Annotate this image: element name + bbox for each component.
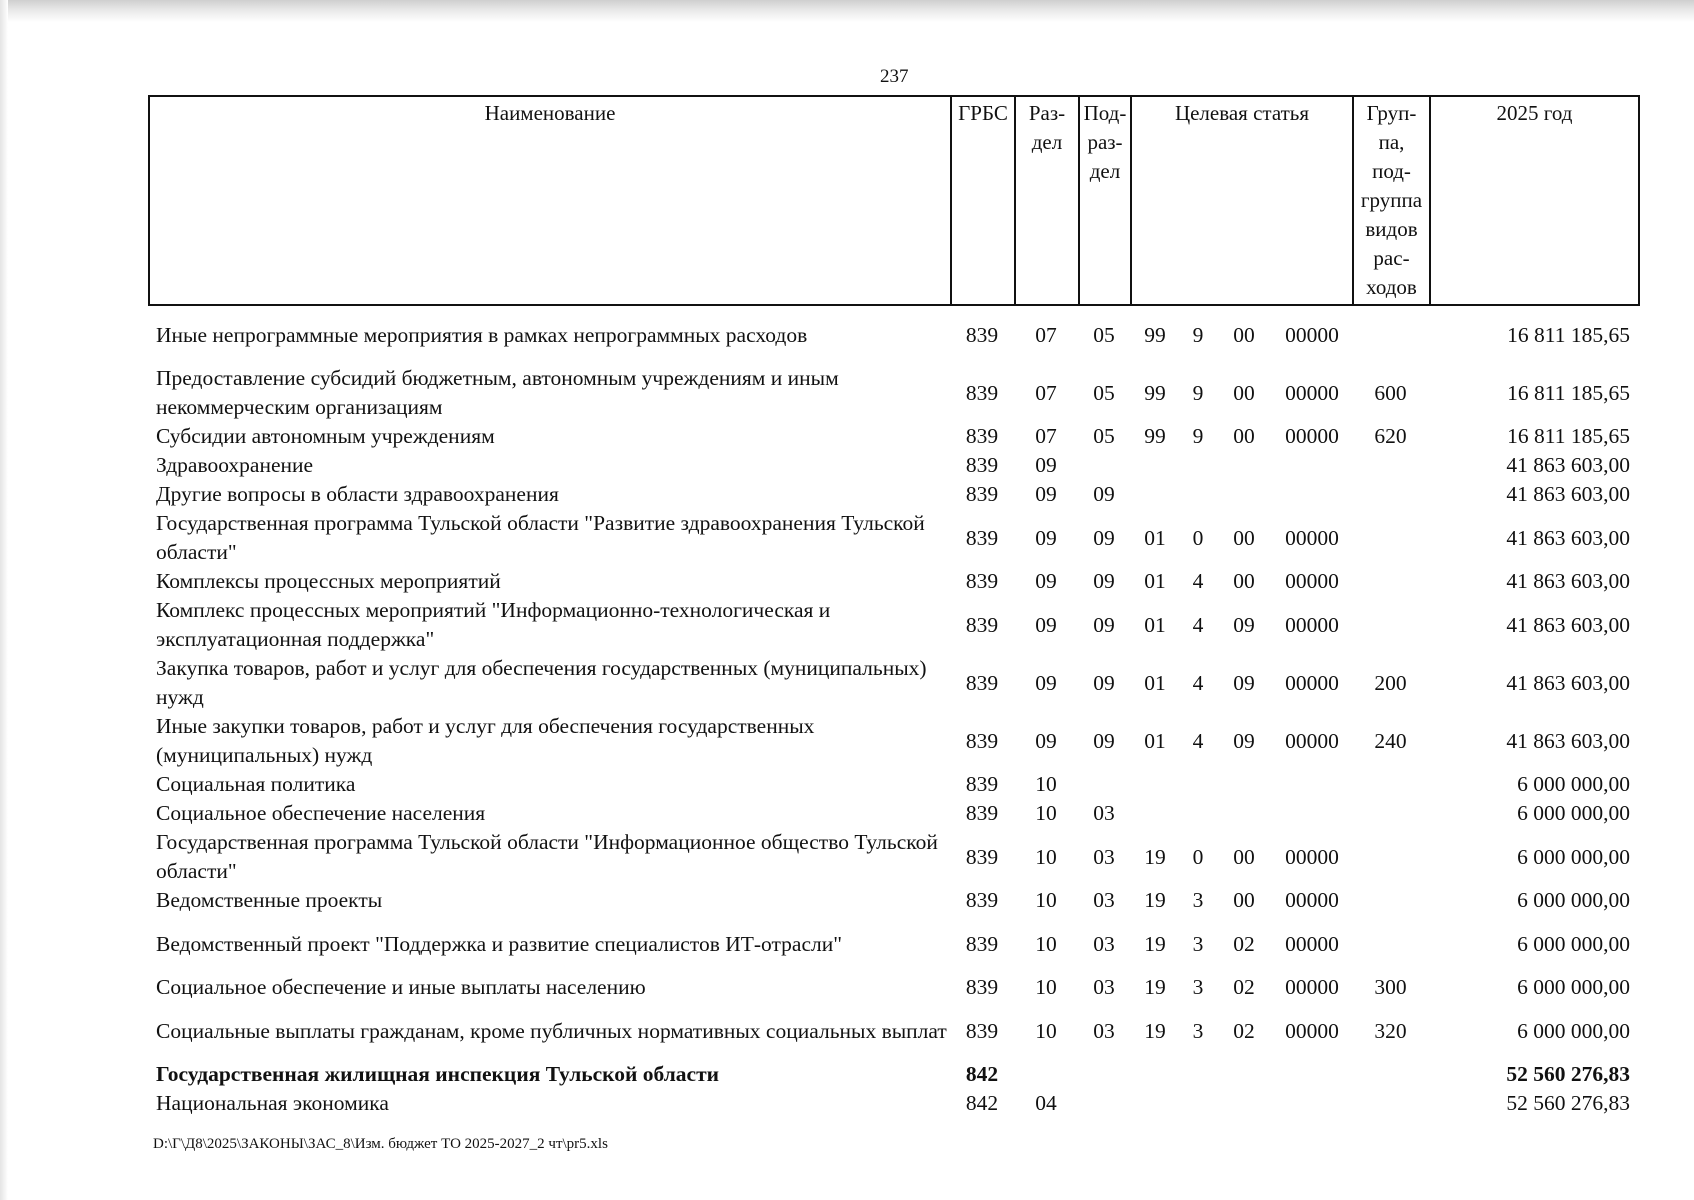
- row-expense-group: 240: [1374, 728, 1407, 753]
- row-target-program: 19: [1144, 888, 1166, 912]
- row-razdel: 04: [1035, 1091, 1057, 1115]
- row-target-direction: 00000: [1285, 380, 1339, 405]
- row-target-element: [1216, 1060, 1272, 1089]
- row-podrazdel: 03: [1093, 844, 1115, 869]
- row-name: Государственная программа Тульской области "Информационное общество Тульской области": [156, 830, 938, 883]
- row-target-element: [1216, 770, 1272, 799]
- table-row: [148, 712, 1638, 770]
- row-target-element: 02: [1233, 975, 1255, 999]
- row-target-program: [1130, 451, 1180, 480]
- row-amount: 6 000 000,00: [1517, 801, 1630, 825]
- row-target-element: [1216, 1089, 1272, 1118]
- row-target-direction: 00000: [1285, 728, 1339, 753]
- row-amount: 41 863 603,00: [1506, 670, 1630, 695]
- row-amount: 41 863 603,00: [1506, 569, 1630, 593]
- row-target-direction: [1272, 1089, 1352, 1118]
- row-target-direction: [1272, 480, 1352, 509]
- row-razdel: 09: [1035, 569, 1057, 593]
- row-target-element: [1216, 480, 1272, 509]
- row-grbs: 839: [965, 1018, 999, 1043]
- row-target-element: 00: [1233, 569, 1255, 593]
- row-target-element: 00: [1233, 844, 1255, 869]
- row-name: Предоставление субсидий бюджетным, автономным учреждениям и иным некоммерческим организациям: [156, 366, 839, 419]
- file-path-footer: D:\Г\Д8\2025\ЗАКОНЫ\ЗАС_8\Изм. бюджет ТО 2025-2027_2 чт\pr5.xls: [153, 1136, 608, 1152]
- row-target-type: [1180, 451, 1216, 480]
- row-name: Субсидии автономным учреждениям: [156, 424, 495, 448]
- row-target-program: 01: [1144, 612, 1166, 637]
- row-podrazdel: [1078, 1060, 1130, 1089]
- row-razdel: 10: [1035, 888, 1057, 912]
- table-row: [148, 1002, 1638, 1060]
- row-target-direction: [1272, 799, 1352, 828]
- row-expense-group: [1352, 596, 1429, 654]
- row-expense-group: [1352, 509, 1429, 567]
- row-podrazdel: 09: [1093, 728, 1115, 753]
- row-amount: 6 000 000,00: [1517, 772, 1630, 796]
- row-name: Государственная программа Тульской области "Развитие здравоохранения Тульской области": [156, 511, 925, 564]
- row-grbs: 839: [965, 482, 999, 506]
- table-row: [148, 973, 1638, 1002]
- row-razdel: 07: [1035, 322, 1057, 347]
- row-name: Социальное обеспечение и иные выплаты населению: [156, 975, 646, 999]
- row-amount: 41 863 603,00: [1506, 612, 1630, 637]
- row-target-direction: 00000: [1285, 931, 1339, 956]
- row-amount: 16 811 185,65: [1507, 322, 1630, 347]
- row-target-program: 01: [1144, 569, 1166, 593]
- row-razdel: 10: [1035, 1018, 1057, 1043]
- row-amount: 41 863 603,00: [1506, 482, 1630, 506]
- table-row: [148, 567, 1638, 596]
- row-target-type: 3: [1192, 888, 1204, 912]
- row-expense-group: [1352, 306, 1429, 364]
- row-target-program: [1130, 480, 1180, 509]
- row-razdel: [1014, 1060, 1078, 1089]
- row-target-direction: [1272, 1060, 1352, 1089]
- row-target-program: 99: [1144, 322, 1166, 347]
- row-expense-group: 320: [1374, 1018, 1407, 1043]
- row-target-type: 3: [1192, 975, 1204, 999]
- row-grbs: 839: [965, 569, 999, 593]
- row-amount: 6 000 000,00: [1517, 1018, 1630, 1043]
- row-podrazdel: 09: [1093, 482, 1115, 506]
- header-podrazdel: Под- раз- дел: [1079, 96, 1131, 305]
- row-name: Другие вопросы в области здравоохранения: [156, 482, 559, 506]
- row-name: Ведомственный проект "Поддержка и развитие специалистов ИТ-отрасли": [156, 931, 843, 956]
- row-target-element: 00: [1233, 525, 1255, 550]
- row-amount: 16 811 185,65: [1507, 424, 1630, 448]
- row-grbs: 839: [965, 453, 999, 477]
- row-target-element: 00: [1233, 380, 1255, 405]
- row-target-type: 9: [1192, 380, 1204, 405]
- row-amount: 41 863 603,00: [1506, 525, 1630, 550]
- row-target-type: [1180, 1089, 1216, 1118]
- row-target-program: 19: [1144, 975, 1166, 999]
- row-target-element: 02: [1233, 931, 1255, 956]
- row-name: Социальное обеспечение населения: [156, 801, 486, 825]
- row-target-direction: 00000: [1285, 844, 1339, 869]
- table-row: [148, 828, 1638, 886]
- table-row: [148, 799, 1638, 828]
- row-podrazdel: 03: [1093, 1018, 1115, 1043]
- table-row: [148, 770, 1638, 799]
- row-target-program: [1130, 799, 1180, 828]
- row-podrazdel: 03: [1093, 801, 1115, 825]
- row-target-program: [1130, 770, 1180, 799]
- row-expense-group: 620: [1374, 424, 1407, 448]
- budget-table: [148, 306, 1638, 1118]
- table-row: [148, 509, 1638, 567]
- row-target-program: 99: [1144, 424, 1166, 448]
- row-target-direction: 00000: [1285, 569, 1339, 593]
- row-name: Комплекс процессных мероприятий "Информационно-технологическая и эксплуатационная поддержка": [156, 598, 831, 651]
- row-target-direction: 00000: [1285, 612, 1339, 637]
- row-grbs: 839: [965, 380, 999, 405]
- row-razdel: 09: [1035, 670, 1057, 695]
- row-podrazdel: 05: [1093, 380, 1115, 405]
- row-razdel: 10: [1035, 772, 1057, 796]
- table-row: [148, 480, 1638, 509]
- row-razdel: 10: [1035, 844, 1057, 869]
- budget-rows: [148, 306, 1638, 1118]
- row-target-type: 3: [1192, 931, 1204, 956]
- row-razdel: 07: [1035, 424, 1057, 448]
- row-target-direction: 00000: [1285, 322, 1339, 347]
- row-amount: 52 560 276,83: [1506, 1062, 1630, 1086]
- row-grbs: 842: [965, 1091, 999, 1115]
- row-name: Социальная политика: [156, 772, 356, 796]
- row-podrazdel: [1078, 451, 1130, 480]
- row-grbs: 839: [965, 975, 999, 999]
- row-amount: 6 000 000,00: [1517, 931, 1630, 956]
- row-grbs: 839: [965, 322, 999, 347]
- table-row: [148, 306, 1638, 364]
- row-expense-group: [1352, 567, 1429, 596]
- row-expense-group: [1352, 886, 1429, 915]
- row-expense-group: [1352, 828, 1429, 886]
- row-name: Ведомственные проекты: [156, 888, 383, 912]
- row-podrazdel: 09: [1093, 612, 1115, 637]
- table-row: [148, 654, 1638, 712]
- row-grbs: 839: [965, 844, 999, 869]
- row-grbs: 839: [965, 772, 999, 796]
- row-target-program: [1130, 1089, 1180, 1118]
- row-target-direction: 00000: [1285, 670, 1339, 695]
- row-podrazdel: 03: [1093, 975, 1115, 999]
- row-target-element: [1216, 451, 1272, 480]
- header-name: Наименование: [149, 96, 951, 305]
- row-razdel: 09: [1035, 453, 1057, 477]
- row-target-direction: 00000: [1285, 525, 1339, 550]
- header-year: 2025 год: [1430, 96, 1639, 305]
- header-razdel: Раз- дел: [1015, 96, 1079, 305]
- row-podrazdel: 09: [1093, 525, 1115, 550]
- row-razdel: 09: [1035, 482, 1057, 506]
- row-amount: 41 863 603,00: [1506, 728, 1630, 753]
- column-header-table: [148, 95, 1640, 306]
- row-razdel: 09: [1035, 612, 1057, 637]
- header-grbs: ГРБС: [951, 96, 1015, 305]
- row-target-program: 01: [1144, 525, 1166, 550]
- row-grbs: 839: [965, 424, 999, 448]
- row-target-element: 09: [1233, 670, 1255, 695]
- row-razdel: 10: [1035, 801, 1057, 825]
- row-amount: 41 863 603,00: [1506, 453, 1630, 477]
- row-target-program: [1130, 1060, 1180, 1089]
- row-target-type: 0: [1192, 844, 1204, 869]
- scan-edge-top: [0, 0, 1694, 22]
- row-target-direction: [1272, 451, 1352, 480]
- row-target-element: 00: [1233, 888, 1255, 912]
- table-row: [148, 1060, 1638, 1089]
- row-target-element: 09: [1233, 728, 1255, 753]
- row-target-type: [1180, 799, 1216, 828]
- row-target-type: 0: [1192, 525, 1204, 550]
- row-grbs: 842: [965, 1062, 999, 1086]
- row-podrazdel: 03: [1093, 888, 1115, 912]
- row-expense-group: [1352, 451, 1429, 480]
- table-row: [148, 886, 1638, 915]
- row-podrazdel: [1078, 770, 1130, 799]
- row-amount: 52 560 276,83: [1506, 1091, 1630, 1115]
- row-expense-group: [1352, 915, 1429, 973]
- row-amount: 6 000 000,00: [1517, 888, 1630, 912]
- row-podrazdel: 05: [1093, 322, 1115, 347]
- row-expense-group: [1352, 1089, 1429, 1118]
- row-target-program: 01: [1144, 670, 1166, 695]
- row-expense-group: 300: [1374, 975, 1407, 999]
- row-target-direction: 00000: [1285, 975, 1339, 999]
- row-grbs: 839: [965, 931, 999, 956]
- row-name: Социальные выплаты гражданам, кроме публичных нормативных социальных выплат: [156, 1018, 947, 1043]
- row-name: Государственная жилищная инспекция Тульской области: [156, 1062, 720, 1086]
- table-row: [148, 451, 1638, 480]
- row-podrazdel: [1078, 1089, 1130, 1118]
- row-target-direction: 00000: [1285, 424, 1339, 448]
- table-row: [148, 1089, 1638, 1118]
- row-podrazdel: 09: [1093, 569, 1115, 593]
- row-expense-group: [1352, 1060, 1429, 1089]
- table-row: [148, 596, 1638, 654]
- row-expense-group: [1352, 799, 1429, 828]
- table-row: [148, 915, 1638, 973]
- row-razdel: 10: [1035, 975, 1057, 999]
- row-grbs: 839: [965, 612, 999, 637]
- table-row: [148, 364, 1638, 422]
- row-target-direction: 00000: [1285, 888, 1339, 912]
- row-target-direction: 00000: [1285, 1018, 1339, 1043]
- row-podrazdel: 05: [1093, 424, 1115, 448]
- row-name: Закупка товаров, работ и услуг для обеспечения государственных (муниципальных) нужд: [156, 656, 927, 709]
- row-target-type: 4: [1192, 612, 1204, 637]
- row-target-element: 00: [1233, 424, 1255, 448]
- row-target-program: 99: [1144, 380, 1166, 405]
- row-target-type: 4: [1192, 670, 1204, 695]
- row-name: Иные закупки товаров, работ и услуг для обеспечения государственных (муниципальных) нужд: [156, 714, 815, 767]
- row-podrazdel: 09: [1093, 670, 1115, 695]
- row-expense-group: 200: [1374, 670, 1407, 695]
- row-target-element: 00: [1233, 322, 1255, 347]
- row-grbs: 839: [965, 888, 999, 912]
- row-target-program: 19: [1144, 931, 1166, 956]
- row-expense-group: [1352, 770, 1429, 799]
- row-name: Здравоохранение: [156, 453, 314, 477]
- row-target-type: [1180, 480, 1216, 509]
- row-target-type: [1180, 1060, 1216, 1089]
- row-amount: 6 000 000,00: [1517, 975, 1630, 999]
- row-razdel: 09: [1035, 525, 1057, 550]
- row-target-type: [1180, 770, 1216, 799]
- row-target-element: 02: [1233, 1018, 1255, 1043]
- row-target-element: 09: [1233, 612, 1255, 637]
- scan-edge-left: [0, 0, 8, 1200]
- row-razdel: 07: [1035, 380, 1057, 405]
- row-grbs: 839: [965, 801, 999, 825]
- row-amount: 16 811 185,65: [1507, 380, 1630, 405]
- row-target-element: [1216, 799, 1272, 828]
- row-expense-group: [1352, 480, 1429, 509]
- row-grbs: 839: [965, 670, 999, 695]
- row-target-type: 9: [1192, 322, 1204, 347]
- row-name: Иные непрограммные мероприятия в рамках непрограммных расходов: [156, 322, 808, 347]
- row-name: Национальная экономика: [156, 1091, 389, 1115]
- page-number: 237: [880, 66, 909, 87]
- row-target-type: 4: [1192, 569, 1204, 593]
- row-target-type: 9: [1192, 424, 1204, 448]
- header-target-article: Целевая статья: [1131, 96, 1353, 305]
- header-expense-group: Груп- па, под- группа видов рас- ходов: [1353, 96, 1430, 305]
- row-grbs: 839: [965, 728, 999, 753]
- row-target-type: 3: [1192, 1018, 1204, 1043]
- row-amount: 6 000 000,00: [1517, 844, 1630, 869]
- row-razdel: 09: [1035, 728, 1057, 753]
- row-expense-group: 600: [1374, 380, 1407, 405]
- row-target-program: 19: [1144, 844, 1166, 869]
- row-name: Комплексы процессных мероприятий: [156, 569, 501, 593]
- row-target-program: 01: [1144, 728, 1166, 753]
- row-podrazdel: 03: [1093, 931, 1115, 956]
- row-target-program: 19: [1144, 1018, 1166, 1043]
- row-razdel: 10: [1035, 931, 1057, 956]
- row-grbs: 839: [965, 525, 999, 550]
- table-row: [148, 422, 1638, 451]
- row-target-direction: [1272, 770, 1352, 799]
- row-target-type: 4: [1192, 728, 1204, 753]
